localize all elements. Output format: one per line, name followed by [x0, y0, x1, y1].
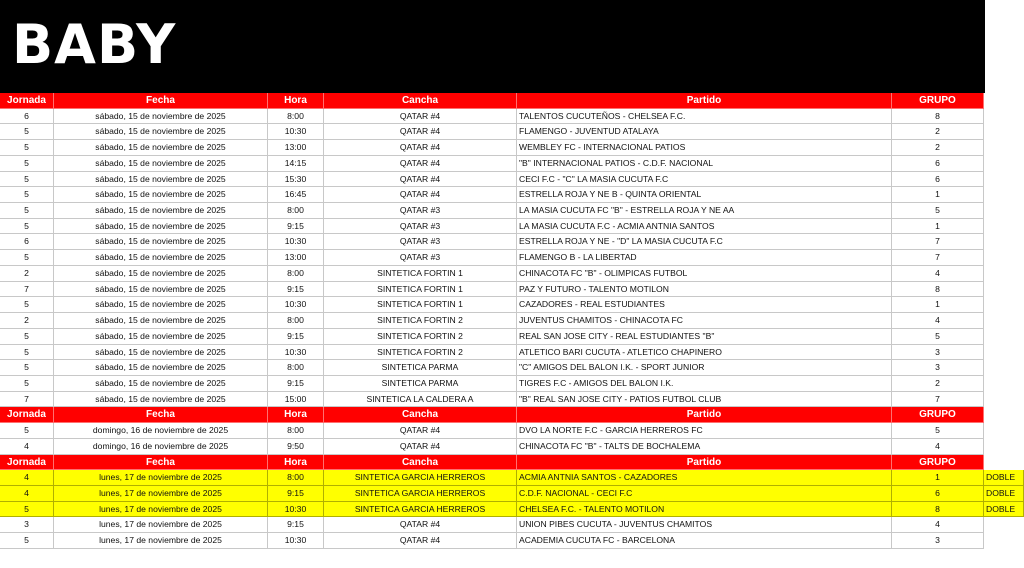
fecha-cell[interactable]: sábado, 15 de noviembre de 2025 — [54, 203, 268, 219]
hora-cell[interactable]: 9:15 — [268, 376, 324, 392]
grupo-cell[interactable]: 8 — [892, 502, 984, 518]
partido-cell[interactable]: ESTRELLA ROJA Y NE - "D" LA MASIA CUCUTA F.C — [517, 234, 892, 250]
jornada-cell[interactable]: 4 — [0, 486, 54, 502]
cancha-cell[interactable]: QATAR #3 — [324, 234, 517, 250]
jornada-cell[interactable]: 7 — [0, 392, 54, 408]
partido-cell[interactable]: CAZADORES - REAL ESTUDIANTES — [517, 297, 892, 313]
grupo-cell[interactable]: 6 — [892, 486, 984, 502]
cancha-cell[interactable]: QATAR #4 — [324, 517, 517, 533]
partido-cell[interactable]: FLAMENGO B - LA LIBERTAD — [517, 250, 892, 266]
header-row — [0, 455, 1024, 471]
jornada-cell[interactable]: 5 — [0, 156, 54, 172]
jornada-cell[interactable]: 5 — [0, 345, 54, 361]
jornada-cell[interactable]: 5 — [0, 203, 54, 219]
column-header-fecha: Fecha — [54, 407, 268, 423]
cancha-cell[interactable]: QATAR #4 — [324, 172, 517, 188]
partido-cell[interactable]: LA MASIA CUCUTA F.C - ACMIA ANTNIA SANTOS — [517, 219, 892, 235]
cancha-cell[interactable]: SINTETICA GARCIA HERREROS — [324, 486, 517, 502]
cancha-cell[interactable]: QATAR #4 — [324, 423, 517, 439]
grupo-cell[interactable]: 4 — [892, 439, 984, 455]
column-header-partido: Partido — [517, 455, 892, 471]
table-row — [0, 376, 1024, 392]
column-header-jornada: Jornada — [0, 455, 54, 471]
fecha-cell[interactable]: sábado, 15 de noviembre de 2025 — [54, 376, 268, 392]
column-header-fecha: Fecha — [54, 455, 268, 471]
partido-cell[interactable]: CHINACOTA FC "B" - OLIMPICAS FUTBOL — [517, 266, 892, 282]
fecha-cell[interactable]: lunes, 17 de noviembre de 2025 — [54, 470, 268, 486]
hora-cell[interactable]: 14:15 — [268, 156, 324, 172]
hora-cell[interactable]: 8:00 — [268, 266, 324, 282]
grupo-cell[interactable]: 8 — [892, 109, 984, 125]
hora-cell[interactable]: 9:50 — [268, 439, 324, 455]
fecha-cell[interactable]: sábado, 15 de noviembre de 2025 — [54, 156, 268, 172]
cancha-cell[interactable]: SINTETICA FORTIN 1 — [324, 266, 517, 282]
grupo-cell[interactable]: 4 — [892, 266, 984, 282]
grupo-cell[interactable]: 5 — [892, 329, 984, 345]
hora-cell[interactable]: 16:45 — [268, 187, 324, 203]
jornada-cell[interactable]: 5 — [0, 219, 54, 235]
column-header-cancha: Cancha — [324, 407, 517, 423]
table-row — [0, 234, 1024, 250]
jornada-cell[interactable]: 5 — [0, 360, 54, 376]
cancha-cell[interactable]: QATAR #3 — [324, 203, 517, 219]
hora-cell[interactable]: 9:15 — [268, 282, 324, 298]
fecha-cell[interactable]: sábado, 15 de noviembre de 2025 — [54, 360, 268, 376]
column-header-hora: Hora — [268, 455, 324, 471]
grupo-cell[interactable]: 5 — [892, 423, 984, 439]
grupo-cell[interactable]: 2 — [892, 376, 984, 392]
cancha-cell[interactable]: QATAR #4 — [324, 124, 517, 140]
jornada-cell[interactable]: 5 — [0, 172, 54, 188]
fecha-cell[interactable]: sábado, 15 de noviembre de 2025 — [54, 234, 268, 250]
schedule-table — [0, 93, 1024, 549]
cancha-cell[interactable]: SINTETICA GARCIA HERREROS — [324, 502, 517, 518]
hora-cell[interactable]: 10:30 — [268, 297, 324, 313]
cancha-cell[interactable]: QATAR #4 — [324, 109, 517, 125]
cancha-cell[interactable]: QATAR #4 — [324, 533, 517, 549]
cancha-cell[interactable]: QATAR #4 — [324, 156, 517, 172]
jornada-cell[interactable]: 4 — [0, 470, 54, 486]
grupo-cell[interactable]: 1 — [892, 219, 984, 235]
grupo-cell[interactable]: 1 — [892, 187, 984, 203]
jornada-cell[interactable]: 7 — [0, 282, 54, 298]
hora-cell[interactable]: 13:00 — [268, 140, 324, 156]
jornada-cell[interactable]: 5 — [0, 423, 54, 439]
grupo-cell[interactable]: 2 — [892, 140, 984, 156]
fecha-cell[interactable]: sábado, 15 de noviembre de 2025 — [54, 345, 268, 361]
fecha-cell[interactable]: sábado, 15 de noviembre de 2025 — [54, 140, 268, 156]
fecha-cell[interactable]: sábado, 15 de noviembre de 2025 — [54, 219, 268, 235]
partido-cell[interactable]: CHELSEA F.C. - TALENTO MOTILON — [517, 502, 892, 518]
column-header-cancha: Cancha — [324, 455, 517, 471]
table-row — [0, 124, 1024, 140]
partido-cell[interactable]: ESTRELLA ROJA Y NE B - QUINTA ORIENTAL — [517, 187, 892, 203]
partido-cell[interactable]: UNION PIBES CUCUTA - JUVENTUS CHAMITOS — [517, 517, 892, 533]
jornada-cell[interactable]: 5 — [0, 376, 54, 392]
cancha-cell[interactable]: SINTETICA FORTIN 2 — [324, 329, 517, 345]
jornada-cell[interactable]: 5 — [0, 250, 54, 266]
partido-cell[interactable]: TIGRES F.C - AMIGOS DEL BALON I.K. — [517, 376, 892, 392]
column-header-partido: Partido — [517, 93, 892, 109]
fecha-cell[interactable]: sábado, 15 de noviembre de 2025 — [54, 250, 268, 266]
note-cell[interactable]: DOBLE — [984, 470, 1024, 486]
partido-cell[interactable]: TALENTOS CUCUTEÑOS - CHELSEA F.C. — [517, 109, 892, 125]
grupo-cell[interactable]: 3 — [892, 533, 984, 549]
fecha-cell[interactable]: lunes, 17 de noviembre de 2025 — [54, 486, 268, 502]
jornada-cell[interactable]: 5 — [0, 502, 54, 518]
partido-cell[interactable]: CECI F.C - "C" LA MASIA CUCUTA F.C — [517, 172, 892, 188]
fecha-cell[interactable]: sábado, 15 de noviembre de 2025 — [54, 172, 268, 188]
cancha-cell[interactable]: SINTETICA PARMA — [324, 360, 517, 376]
hora-cell[interactable]: 15:00 — [268, 392, 324, 408]
table-row — [0, 140, 1024, 156]
partido-cell[interactable]: FLAMENGO - JUVENTUD ATALAYA — [517, 124, 892, 140]
partido-cell[interactable]: ACMIA ANTNIA SANTOS - CAZADORES — [517, 470, 892, 486]
fecha-cell[interactable]: sábado, 15 de noviembre de 2025 — [54, 313, 268, 329]
table-row — [0, 282, 1024, 298]
table-row — [0, 486, 1024, 502]
grupo-cell[interactable]: 8 — [892, 282, 984, 298]
table-row — [0, 219, 1024, 235]
partido-cell[interactable]: PAZ Y FUTURO - TALENTO MOTILON — [517, 282, 892, 298]
grupo-cell[interactable]: 3 — [892, 345, 984, 361]
table-row — [0, 517, 1024, 533]
table-row — [0, 203, 1024, 219]
column-header-cancha: Cancha — [324, 93, 517, 109]
jornada-cell[interactable]: 5 — [0, 329, 54, 345]
partido-cell[interactable]: CHINACOTA FC "B" - TALTS DE BOCHALEMA — [517, 439, 892, 455]
cancha-cell[interactable]: SINTETICA PARMA — [324, 376, 517, 392]
table-row — [0, 329, 1024, 345]
cancha-cell[interactable]: SINTETICA FORTIN 2 — [324, 313, 517, 329]
fecha-cell[interactable]: lunes, 17 de noviembre de 2025 — [54, 533, 268, 549]
column-header-fecha: Fecha — [54, 93, 268, 109]
jornada-cell[interactable]: 6 — [0, 109, 54, 125]
table-row — [0, 439, 1024, 455]
fecha-cell[interactable]: sábado, 15 de noviembre de 2025 — [54, 266, 268, 282]
fecha-cell[interactable]: sábado, 15 de noviembre de 2025 — [54, 187, 268, 203]
partido-cell[interactable]: C.D.F. NACIONAL - CECI F.C — [517, 486, 892, 502]
fecha-cell[interactable]: sábado, 15 de noviembre de 2025 — [54, 392, 268, 408]
jornada-cell[interactable]: 5 — [0, 187, 54, 203]
jornada-cell[interactable]: 2 — [0, 266, 54, 282]
hora-cell[interactable]: 10:30 — [268, 124, 324, 140]
partido-cell[interactable]: WEMBLEY FC - INTERNACIONAL PATIOS — [517, 140, 892, 156]
hora-cell[interactable]: 8:00 — [268, 470, 324, 486]
grupo-cell[interactable]: 7 — [892, 234, 984, 250]
hora-cell[interactable]: 8:00 — [268, 360, 324, 376]
note-cell[interactable]: DOBLE — [984, 486, 1024, 502]
sheet-title: BABY — [12, 13, 177, 76]
table-row — [0, 250, 1024, 266]
hora-cell[interactable]: 9:15 — [268, 517, 324, 533]
partido-cell[interactable]: DVO LA NORTE F.C - GARCIA HERREROS FC — [517, 423, 892, 439]
hora-cell[interactable]: 8:00 — [268, 109, 324, 125]
hora-cell[interactable]: 10:30 — [268, 533, 324, 549]
grupo-cell[interactable]: 6 — [892, 156, 984, 172]
grupo-cell[interactable]: 2 — [892, 124, 984, 140]
jornada-cell[interactable]: 4 — [0, 439, 54, 455]
partido-cell[interactable]: JUVENTUS CHAMITOS - CHINACOTA FC — [517, 313, 892, 329]
hora-cell[interactable]: 10:30 — [268, 502, 324, 518]
hora-cell[interactable]: 8:00 — [268, 203, 324, 219]
column-header-hora: Hora — [268, 407, 324, 423]
fecha-cell[interactable]: domingo, 16 de noviembre de 2025 — [54, 423, 268, 439]
hora-cell[interactable]: 15:30 — [268, 172, 324, 188]
jornada-cell[interactable]: 5 — [0, 533, 54, 549]
column-header-grupo: GRUPO — [892, 407, 984, 423]
fecha-cell[interactable]: sábado, 15 de noviembre de 2025 — [54, 282, 268, 298]
hora-cell[interactable]: 10:30 — [268, 234, 324, 250]
grupo-cell[interactable]: 1 — [892, 470, 984, 486]
grupo-cell[interactable]: 7 — [892, 250, 984, 266]
hora-cell[interactable]: 9:15 — [268, 219, 324, 235]
fecha-cell[interactable]: sábado, 15 de noviembre de 2025 — [54, 109, 268, 125]
fecha-cell[interactable]: domingo, 16 de noviembre de 2025 — [54, 439, 268, 455]
fecha-cell[interactable]: sábado, 15 de noviembre de 2025 — [54, 124, 268, 140]
cancha-cell[interactable]: QATAR #4 — [324, 439, 517, 455]
grupo-cell[interactable]: 1 — [892, 297, 984, 313]
title-banner — [0, 0, 985, 93]
table-row — [0, 297, 1024, 313]
cancha-cell[interactable]: QATAR #4 — [324, 187, 517, 203]
partido-cell[interactable]: "B" INTERNACIONAL PATIOS - C.D.F. NACIONAL — [517, 156, 892, 172]
grupo-cell[interactable]: 4 — [892, 313, 984, 329]
table-row — [0, 345, 1024, 361]
jornada-cell[interactable]: 5 — [0, 297, 54, 313]
jornada-cell[interactable]: 5 — [0, 124, 54, 140]
column-header-jornada: Jornada — [0, 93, 54, 109]
jornada-cell[interactable]: 6 — [0, 234, 54, 250]
partido-cell[interactable]: ACADEMIA CUCUTA FC - BARCELONA — [517, 533, 892, 549]
table-row — [0, 470, 1024, 486]
hora-cell[interactable]: 10:30 — [268, 345, 324, 361]
fecha-cell[interactable]: lunes, 17 de noviembre de 2025 — [54, 517, 268, 533]
hora-cell[interactable]: 9:15 — [268, 329, 324, 345]
jornada-cell[interactable]: 5 — [0, 140, 54, 156]
cancha-cell[interactable]: QATAR #4 — [324, 140, 517, 156]
fecha-cell[interactable]: lunes, 17 de noviembre de 2025 — [54, 502, 268, 518]
cancha-cell[interactable]: QATAR #3 — [324, 219, 517, 235]
grupo-cell[interactable]: 7 — [892, 392, 984, 408]
column-header-grupo: GRUPO — [892, 455, 984, 471]
grupo-cell[interactable]: 6 — [892, 172, 984, 188]
jornada-cell[interactable]: 2 — [0, 313, 54, 329]
table-row — [0, 533, 1024, 549]
partido-cell[interactable]: ATLETICO BARI CUCUTA - ATLETICO CHAPINERO — [517, 345, 892, 361]
partido-cell[interactable]: REAL SAN JOSE CITY - REAL ESTUDIANTES "B" — [517, 329, 892, 345]
header-row — [0, 93, 1024, 109]
table-row — [0, 156, 1024, 172]
table-row — [0, 266, 1024, 282]
hora-cell[interactable]: 8:00 — [268, 313, 324, 329]
cancha-cell[interactable]: SINTETICA FORTIN 2 — [324, 345, 517, 361]
table-row — [0, 502, 1024, 518]
cancha-cell[interactable]: SINTETICA FORTIN 1 — [324, 282, 517, 298]
column-header-partido: Partido — [517, 407, 892, 423]
cancha-cell[interactable]: SINTETICA GARCIA HERREROS — [324, 470, 517, 486]
column-header-hora: Hora — [268, 93, 324, 109]
table-row — [0, 423, 1024, 439]
column-header-jornada: Jornada — [0, 407, 54, 423]
table-row — [0, 187, 1024, 203]
fecha-cell[interactable]: sábado, 15 de noviembre de 2025 — [54, 329, 268, 345]
hora-cell[interactable]: 8:00 — [268, 423, 324, 439]
grupo-cell[interactable]: 4 — [892, 517, 984, 533]
cancha-cell[interactable]: SINTETICA FORTIN 1 — [324, 297, 517, 313]
fecha-cell[interactable]: sábado, 15 de noviembre de 2025 — [54, 297, 268, 313]
table-row — [0, 313, 1024, 329]
cancha-cell[interactable]: QATAR #3 — [324, 250, 517, 266]
column-header-grupo: GRUPO — [892, 93, 984, 109]
partido-cell[interactable]: LA MASIA CUCUTA FC "B" - ESTRELLA ROJA Y NE AA — [517, 203, 892, 219]
jornada-cell[interactable]: 3 — [0, 517, 54, 533]
grupo-cell[interactable]: 3 — [892, 360, 984, 376]
partido-cell[interactable]: "B" REAL SAN JOSE CITY - PATIOS FUTBOL CLUB — [517, 392, 892, 408]
table-row — [0, 109, 1024, 125]
hora-cell[interactable]: 9:15 — [268, 486, 324, 502]
table-row — [0, 392, 1024, 408]
note-cell[interactable]: DOBLE — [984, 502, 1024, 518]
header-row — [0, 407, 1024, 423]
partido-cell[interactable]: "C" AMIGOS DEL BALON I.K. - SPORT JUNIOR — [517, 360, 892, 376]
table-row — [0, 172, 1024, 188]
cancha-cell[interactable]: SINTETICA LA CALDERA A — [324, 392, 517, 408]
table-row — [0, 360, 1024, 376]
hora-cell[interactable]: 13:00 — [268, 250, 324, 266]
grupo-cell[interactable]: 5 — [892, 203, 984, 219]
